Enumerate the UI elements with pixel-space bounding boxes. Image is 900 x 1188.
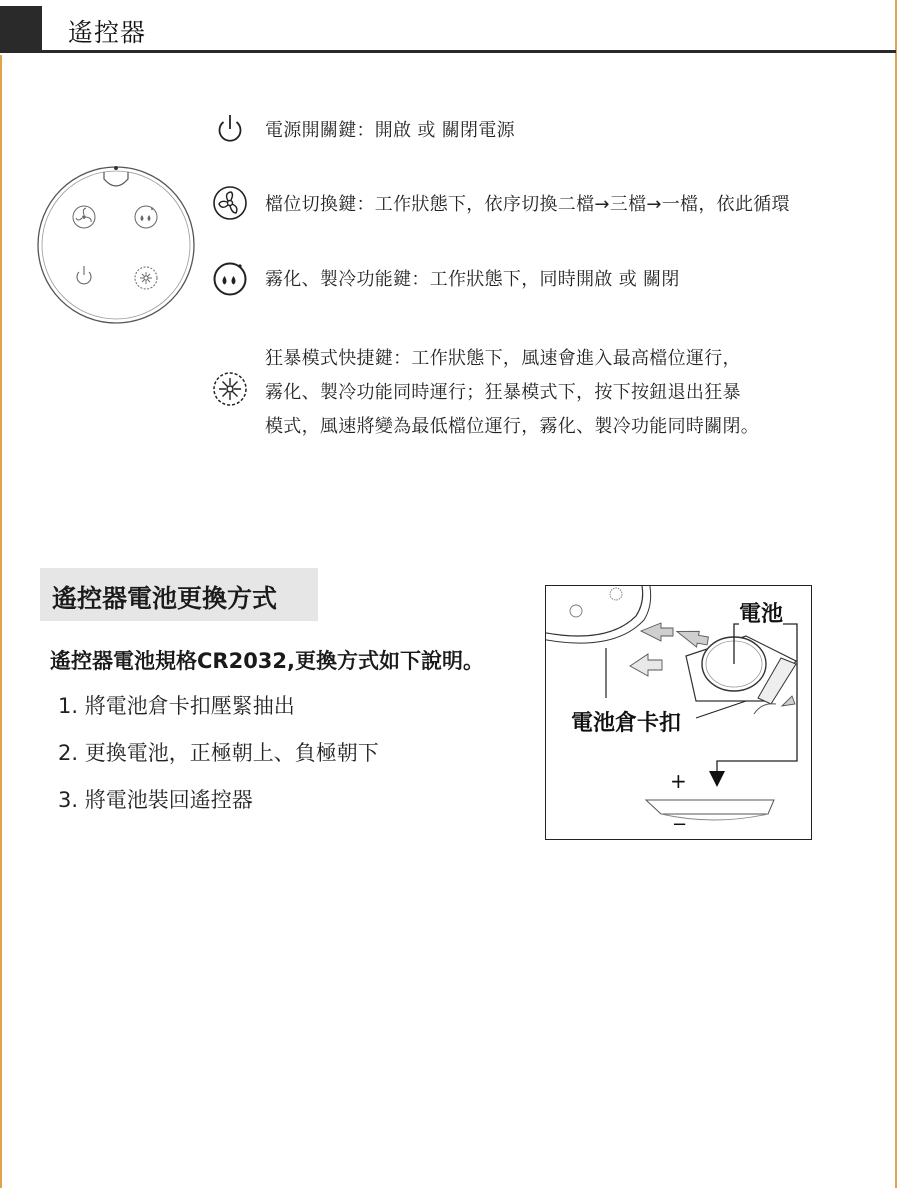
turbo-desc-line-3: 模式，風速將變為最低檔位運行，霧化、製冷功能同時關閉。: [265, 416, 760, 437]
page-title: 遙控器: [68, 18, 147, 47]
step-1: 1. 將電池倉卡扣壓緊抽出: [58, 694, 295, 718]
key-desc-speed: 檔位切換鍵：工作狀態下，依序切換二檔→三檔→一檔，依此循環: [265, 194, 790, 215]
key-row-mist: [212, 260, 680, 296]
mist-icon: [212, 260, 248, 296]
key-desc-mist: 霧化、製冷功能鍵：工作狀態下，同時開啟 或 關閉: [265, 269, 680, 290]
turbo-desc-line-2: 霧化、製冷功能同時運行；狂暴模式下，按下按鈕退出狂暴: [265, 382, 741, 403]
battery-diagram: [545, 585, 812, 840]
section-title: 遙控器電池更換方式: [52, 584, 278, 613]
key-desc-power: 電源開關鍵：開啟 或 關閉電源: [265, 120, 515, 141]
page-frame-left: [0, 55, 2, 1188]
key-row-speed: [212, 185, 790, 221]
latch-label: 電池倉卡扣: [571, 706, 681, 737]
minus-sign: −: [672, 814, 688, 835]
power-icon: [212, 111, 248, 147]
fan-speed-icon: [212, 185, 248, 221]
battery-spec: 遙控器電池規格CR2032,更換方式如下說明。: [50, 649, 485, 673]
section-banner: [40, 568, 318, 621]
header-rule: [0, 50, 896, 53]
remote-illustration: [36, 165, 196, 325]
key-row-power: [212, 111, 515, 147]
page-frame-right: [895, 0, 897, 1188]
battery-label: 電池: [739, 597, 783, 628]
step-3: 3. 將電池裝回遙控器: [58, 788, 253, 812]
step-2: 2. 更換電池，正極朝上、負極朝下: [58, 741, 379, 765]
plus-sign: +: [670, 769, 687, 793]
turbo-icon: [212, 371, 248, 407]
header-block: [0, 6, 42, 51]
turbo-desc-line-1: 狂暴模式快捷鍵：工作狀態下，風速會進入最高檔位運行，: [265, 348, 741, 369]
